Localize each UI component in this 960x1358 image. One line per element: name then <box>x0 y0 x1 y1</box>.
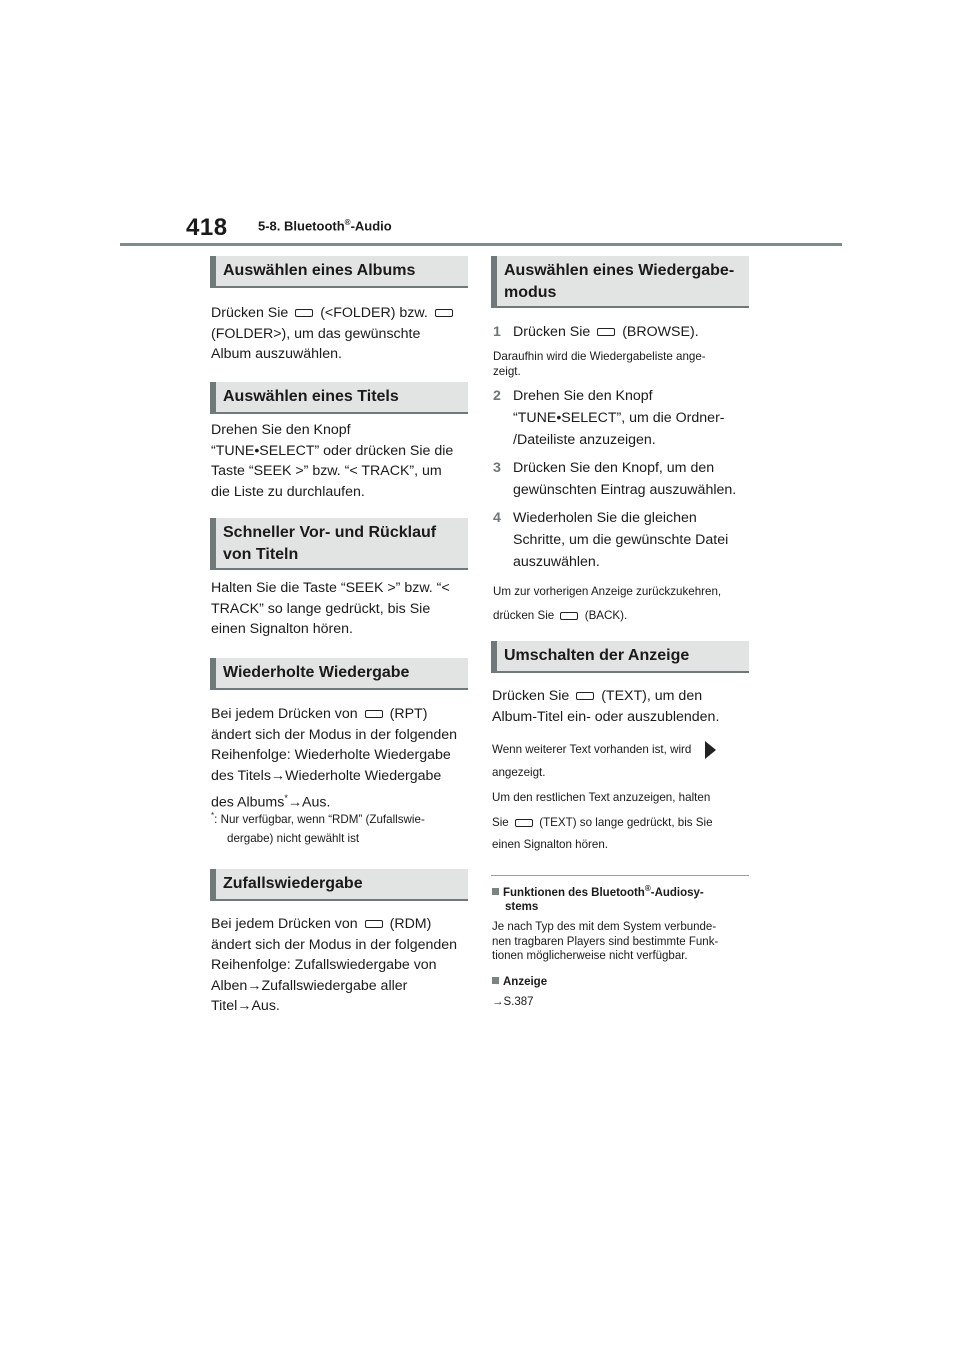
button-icon <box>576 692 594 700</box>
button-icon <box>365 710 383 718</box>
heading-album: Auswählen eines Albums <box>210 256 468 288</box>
square-bullet-icon <box>492 888 499 895</box>
square-bullet-icon <box>492 977 499 984</box>
heading-title: Auswählen eines Titels <box>210 382 468 414</box>
heading-repeat: Wiederholte Wiedergabe <box>210 658 468 690</box>
heading-playback-mode: Auswählen eines Wiedergabe- modus <box>491 256 749 308</box>
button-icon <box>515 819 533 827</box>
divider <box>491 875 749 876</box>
functions-text: Je nach Typ des mit dem System verbunde- nen tragbaren Players sind bestimmte Funk- tionen möglicherweise nicht verfügbar. <box>492 921 719 962</box>
display-text: Drücken Sie (TEXT), um den Album-Titel ein- oder auszublenden. <box>492 688 720 725</box>
button-icon <box>435 309 453 317</box>
step-3: 3 Drücken Sie den Knopf, um den gewünschten Eintrag auszuwählen. <box>493 460 737 498</box>
title-text: Drehen Sie den Knopf “TUNE•SELECT” oder drücken Sie die Taste “SEEK >” bzw. “< TRACK”, um die Liste zu durchlaufen. <box>211 422 454 500</box>
button-icon <box>597 328 615 336</box>
button-icon <box>295 309 313 317</box>
repeat-text: Bei jedem Drücken von (RPT) ändert sich der Modus in der folgenden Reihenfolge: Wiederholte Wiedergabe des Titels→Wiederholte Wiedergabe des Albums*→Aus. <box>211 706 458 811</box>
footnote: *: Nur verfügbar, wenn “RDM” (Zufallswie- dergabe) nicht gewählt ist <box>211 811 425 846</box>
section-title: 5-8. Bluetooth®-Audio <box>258 218 392 234</box>
anzeige-title: Anzeige <box>492 975 754 990</box>
anzeige-reference[interactable]: →S.387 <box>492 996 534 1008</box>
album-text: Drücken Sie (<FOLDER) bzw. (FOLDER>), um das gewünschte Album auszuwählen. <box>211 303 473 365</box>
page-number: 418 <box>186 214 228 241</box>
step-4: 4 Wiederholen Sie die gleichen Schritte, um die gewünschte Datei auszuwählen. <box>493 510 729 570</box>
header-rule <box>120 243 842 246</box>
fast-forward-text: Halten Sie die Taste “SEEK >” bzw. “< TRACK” so lange gedrückt, bis Sie einen Signalton hören. <box>211 580 450 637</box>
heading-display: Umschalten der Anzeige <box>491 641 749 673</box>
display-note: Wenn weiterer Text vorhanden ist, wird angezeigt. Um den restlichen Text anzuzeigen, halten Sie (TEXT) so lange gedrückt, bis Sie einen Signalton hören. <box>492 738 754 856</box>
back-note: Um zur vorherigen Anzeige zurückzukehren, drücken Sie (BACK). <box>493 585 722 622</box>
step-1: 1 Drücken Sie (BROWSE). <box>493 324 699 340</box>
step-1-note: Daraufhin wird die Wiedergabeliste ange- zeigt. <box>493 350 706 378</box>
button-icon <box>560 612 578 620</box>
functions-title: Funktionen des Bluetooth®-Audiosy- stems <box>492 882 754 915</box>
button-icon <box>365 920 383 928</box>
step-2: 2 Drehen Sie den Knopf “TUNE•SELECT”, um die Ordner- /Dateiliste anzuzeigen. <box>493 388 725 448</box>
more-text-arrow-icon <box>705 741 716 759</box>
random-text: Bei jedem Drücken von (RDM) ändert sich der Modus in der folgenden Reihenfolge: Zufallswiedergabe von Alben→Zufallswiedergabe aller Titel→Aus. <box>211 916 458 1014</box>
heading-fast-forward: Schneller Vor- und Rücklauf von Titeln <box>210 518 468 570</box>
heading-random: Zufallswiedergabe <box>210 869 468 901</box>
